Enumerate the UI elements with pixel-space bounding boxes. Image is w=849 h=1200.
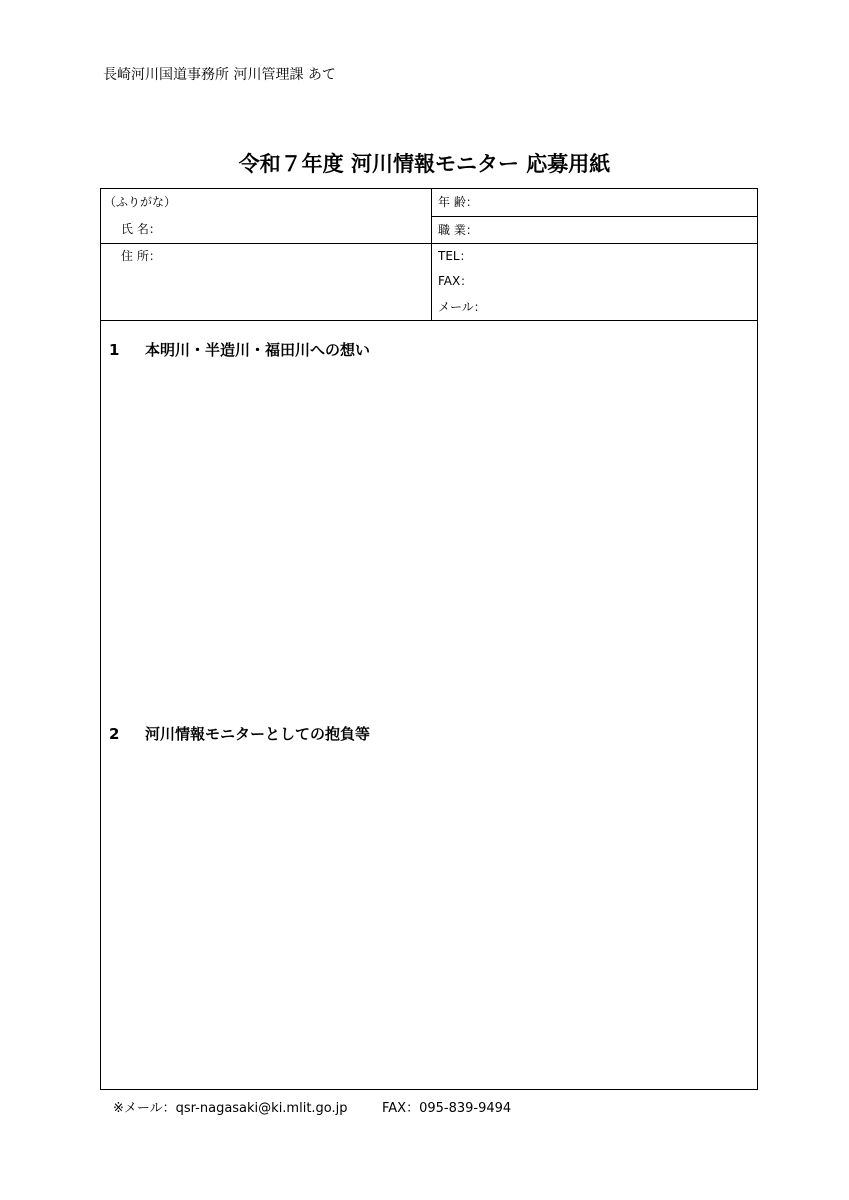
column-divider (431, 189, 432, 320)
divider-info-sections (101, 320, 758, 321)
section-heading-aspirations (109, 723, 370, 744)
section-number: 1 (109, 341, 120, 359)
footer-fax: FAX：095-839-9494 (382, 1101, 512, 1116)
address-field[interactable]: 住 所： (121, 249, 161, 263)
furigana-label: （ふりがな） (104, 195, 177, 209)
age-field[interactable]: 年 齢： (438, 195, 478, 209)
section-number: 2 (109, 725, 120, 743)
section-title: 河川情報モニターとしての抱負等 (145, 725, 371, 743)
application-form (100, 188, 758, 1090)
name-field[interactable]: 氏 名： (121, 222, 161, 236)
divider-age-occupation (431, 216, 758, 217)
section-heading-feelings (109, 339, 370, 360)
feelings-answer-area[interactable] (101, 369, 758, 709)
footer-email: ※メール：qsr-nagasaki@ki.mlit.go.jp (113, 1101, 348, 1116)
occupation-field[interactable]: 職 業： (438, 223, 478, 237)
section-title: 本明川・半造川・福田川への想い (145, 341, 371, 359)
email-field[interactable]: メール： (438, 300, 486, 314)
addressee-line: 長崎河川国道事務所 河川管理課 あて (103, 67, 336, 83)
page-title: 令和７年度 河川情報モニター 応募用紙 (238, 152, 611, 176)
fax-field[interactable]: FAX： (438, 274, 473, 288)
divider-name-address (101, 243, 758, 244)
aspirations-answer-area[interactable] (101, 753, 758, 1089)
tel-field[interactable]: TEL： (438, 249, 472, 263)
